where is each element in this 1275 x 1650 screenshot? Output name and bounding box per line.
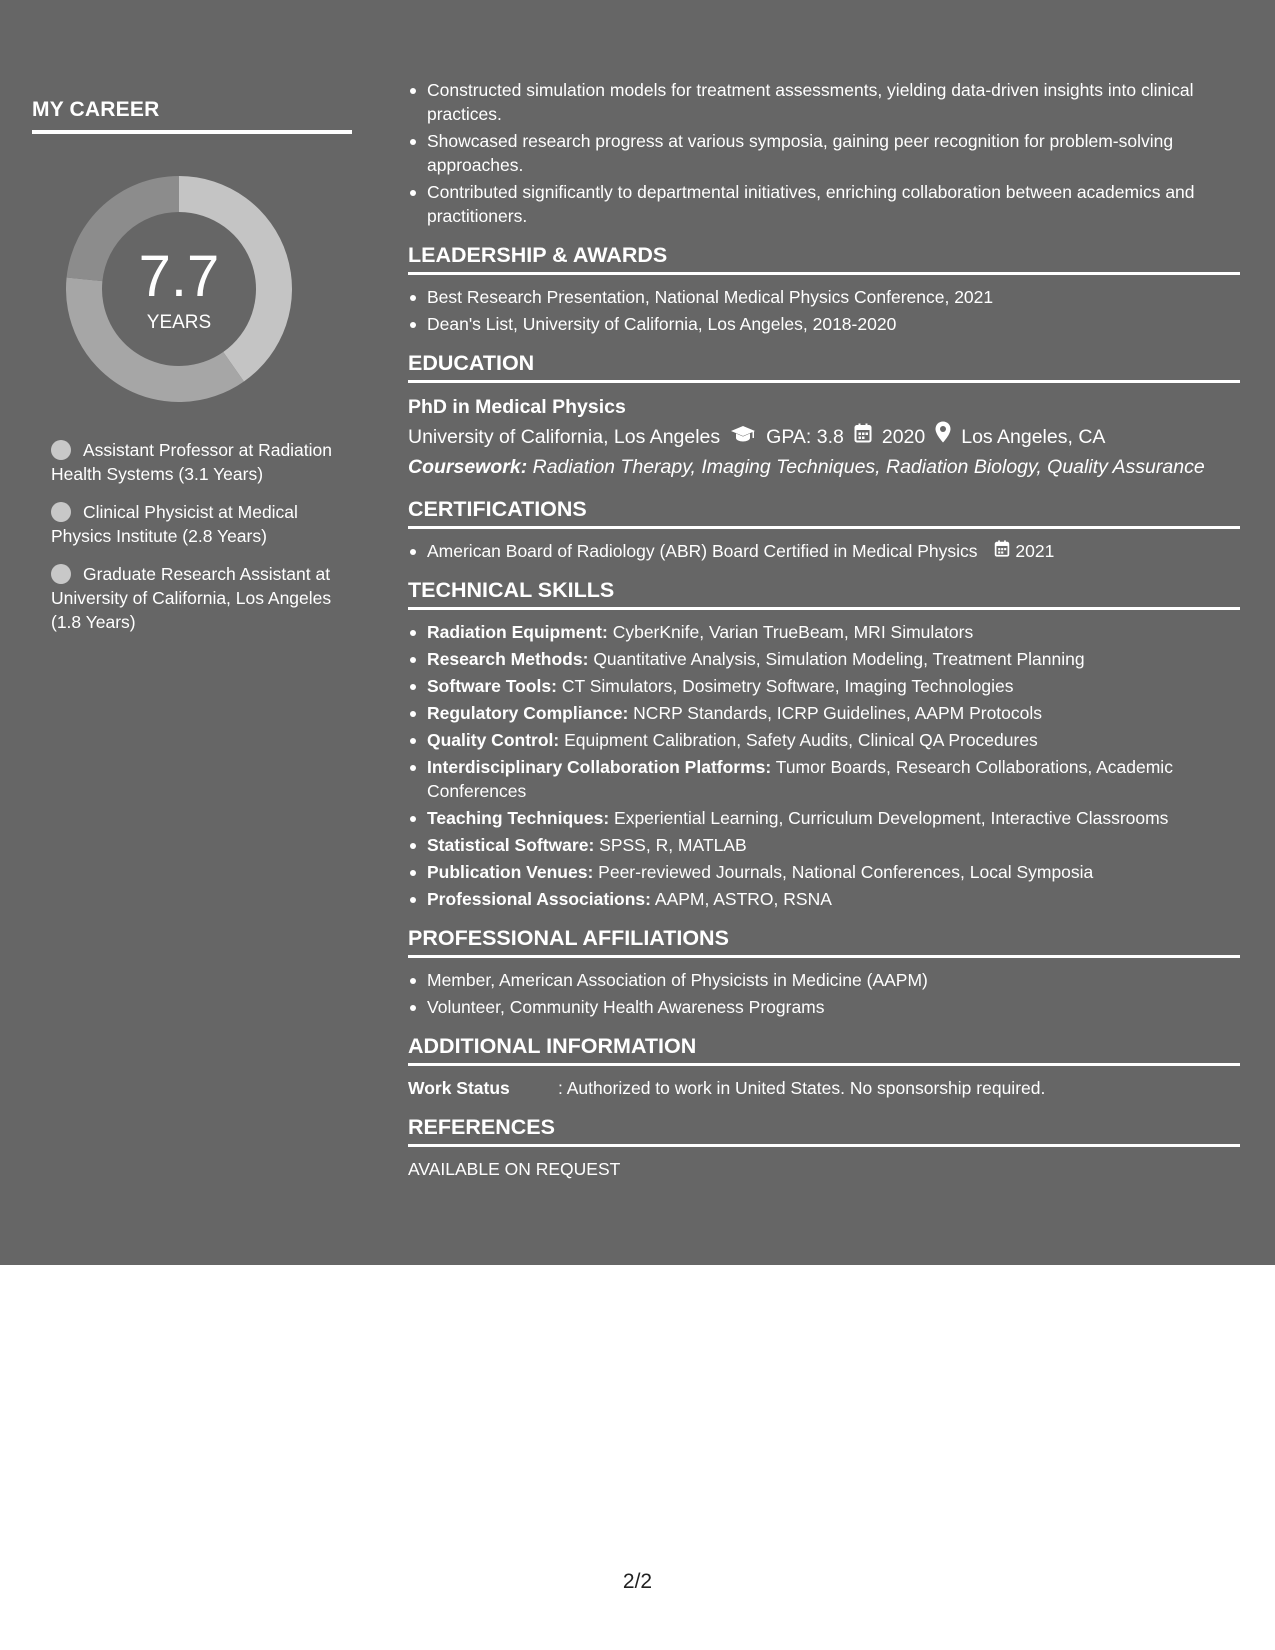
education-details bbox=[408, 421, 1240, 452]
education-location: Los Angeles, CA bbox=[961, 425, 1106, 448]
calendar-icon bbox=[854, 422, 872, 452]
experience-bullet: Showcased research progress at various symposia, gaining peer recognition for problem-solving approaches. bbox=[408, 129, 1240, 177]
skill-item bbox=[408, 755, 1240, 803]
coursework-value: Radiation Therapy, Imaging Techniques, Radiation Biology, Quality Assurance bbox=[532, 456, 1205, 478]
legend-dot-icon bbox=[51, 564, 71, 584]
work-status-label: Work Status bbox=[408, 1078, 510, 1098]
experience-bullet: Contributed significantly to departmental initiatives, enriching collaboration between academics and practitioners. bbox=[408, 180, 1240, 228]
skill-item bbox=[408, 860, 1240, 884]
references-section bbox=[408, 1115, 1240, 1181]
leadership-list bbox=[408, 285, 1240, 336]
skills-list bbox=[408, 620, 1240, 911]
affiliations-title: PROFESSIONAL AFFILIATIONS bbox=[408, 926, 1240, 958]
legend-dot-icon bbox=[51, 502, 71, 522]
references-title: REFERENCES bbox=[408, 1115, 1240, 1147]
career-sidebar bbox=[32, 98, 352, 632]
skills-title: TECHNICAL SKILLS bbox=[408, 578, 1240, 610]
experience-bullet: Constructed simulation models for treatment assessments, yielding data-driven insights into clinical practices. bbox=[408, 78, 1240, 126]
skill-value: AAPM, ASTRO, RSNA bbox=[654, 889, 832, 909]
skill-item bbox=[408, 887, 1240, 911]
career-legend-label: Graduate Research Assistant at University of California, Los Angeles (1.8 Years) bbox=[51, 564, 332, 632]
leadership-section bbox=[408, 243, 1240, 336]
education-coursework bbox=[408, 452, 1240, 482]
career-legend-item bbox=[51, 500, 341, 548]
leadership-title: LEADERSHIP & AWARDS bbox=[408, 243, 1240, 275]
skill-label: Publication Venues: bbox=[427, 862, 594, 882]
career-legend-item bbox=[51, 438, 341, 486]
skill-item bbox=[408, 674, 1240, 698]
education-gpa: GPA: 3.8 bbox=[766, 425, 844, 448]
career-legend-item bbox=[51, 562, 341, 634]
skill-value: SPSS, R, MATLAB bbox=[599, 835, 747, 855]
legend-dot-icon bbox=[51, 440, 71, 460]
skills-section bbox=[408, 578, 1240, 911]
experience-bullets bbox=[408, 78, 1240, 228]
affiliations-section bbox=[408, 926, 1240, 1019]
additional-section bbox=[408, 1034, 1240, 1100]
skill-label: Professional Associations: bbox=[427, 889, 651, 909]
skill-item bbox=[408, 806, 1240, 830]
skill-value: CyberKnife, Varian TrueBeam, MRI Simulators bbox=[612, 622, 974, 642]
graduation-cap-icon bbox=[730, 422, 756, 452]
page-number: 2/2 bbox=[622, 1570, 653, 1593]
career-years-label: YEARS bbox=[146, 312, 212, 333]
additional-title: ADDITIONAL INFORMATION bbox=[408, 1034, 1240, 1066]
affiliations-list bbox=[408, 968, 1240, 1019]
skill-label: Radiation Equipment: bbox=[427, 622, 608, 642]
certification-name: American Board of Radiology (ABR) Board Certified in Medical Physics bbox=[427, 541, 978, 561]
career-legend-label: Clinical Physicist at Medical Physics Institute (2.8 Years) bbox=[51, 502, 298, 546]
certification-date bbox=[994, 539, 1054, 563]
certification-item bbox=[408, 539, 1240, 563]
education-year: 2020 bbox=[881, 425, 926, 448]
career-donut-chart bbox=[66, 176, 292, 402]
leadership-item: Best Research Presentation, National Medical Physics Conference, 2021 bbox=[408, 285, 1240, 309]
skill-label: Statistical Software: bbox=[427, 835, 595, 855]
location-pin-icon bbox=[935, 421, 951, 452]
certifications-section bbox=[408, 497, 1240, 563]
certifications-list bbox=[408, 539, 1240, 563]
skill-label: Research Methods: bbox=[427, 649, 589, 669]
skill-value: CT Simulators, Dosimetry Software, Imaging Technologies bbox=[561, 676, 1014, 696]
skill-item bbox=[408, 833, 1240, 857]
affiliation-item: Member, American Association of Physicists in Medicine (AAPM) bbox=[408, 968, 1240, 992]
skill-value: Tumor Boards, Research Collaborations, Academic Conferences bbox=[427, 757, 1173, 801]
skill-label: Regulatory Compliance: bbox=[427, 703, 629, 723]
skill-item bbox=[408, 620, 1240, 644]
skill-value: Peer-reviewed Journals, National Conferences, Local Symposia bbox=[598, 862, 1094, 882]
skill-item bbox=[408, 647, 1240, 671]
skill-item bbox=[408, 728, 1240, 752]
skill-value: Experiential Learning, Curriculum Development, Interactive Classrooms bbox=[614, 808, 1169, 828]
education-title: EDUCATION bbox=[408, 351, 1240, 383]
education-degree: PhD in Medical Physics bbox=[408, 396, 626, 418]
career-total-years: 7.7 bbox=[138, 244, 220, 309]
calendar-icon bbox=[994, 539, 1015, 563]
skill-label: Quality Control: bbox=[427, 730, 560, 750]
certification-year: 2021 bbox=[1015, 541, 1055, 561]
career-title: MY CAREER bbox=[32, 98, 352, 134]
skill-value: Equipment Calibration, Safety Audits, Clinical QA Procedures bbox=[564, 730, 1038, 750]
work-status-value: : Authorized to work in United States. No sponsorship required. bbox=[558, 1078, 1046, 1098]
coursework-label: Coursework: bbox=[408, 456, 528, 478]
affiliation-item: Volunteer, Community Health Awareness Programs bbox=[408, 995, 1240, 1019]
education-section bbox=[408, 351, 1240, 482]
references-value: AVAILABLE ON REQUEST bbox=[408, 1159, 621, 1179]
career-legend bbox=[51, 438, 341, 648]
leadership-item: Dean's List, University of California, Los Angeles, 2018-2020 bbox=[408, 312, 1240, 336]
skill-value: NCRP Standards, ICRP Guidelines, AAPM Protocols bbox=[633, 703, 1043, 723]
skill-label: Software Tools: bbox=[427, 676, 557, 696]
skill-item bbox=[408, 701, 1240, 725]
skill-value: Quantitative Analysis, Simulation Modeling, Treatment Planning bbox=[593, 649, 1085, 669]
skill-label: Interdisciplinary Collaboration Platforms: bbox=[427, 757, 772, 777]
resume-main-column bbox=[408, 78, 1240, 1181]
education-school: University of California, Los Angeles bbox=[408, 425, 721, 448]
work-status-row bbox=[408, 1076, 1240, 1100]
certifications-title: CERTIFICATIONS bbox=[408, 497, 1240, 529]
skill-label: Teaching Techniques: bbox=[427, 808, 610, 828]
career-legend-label: Assistant Professor at Radiation Health Systems (3.1 Years) bbox=[51, 440, 333, 484]
